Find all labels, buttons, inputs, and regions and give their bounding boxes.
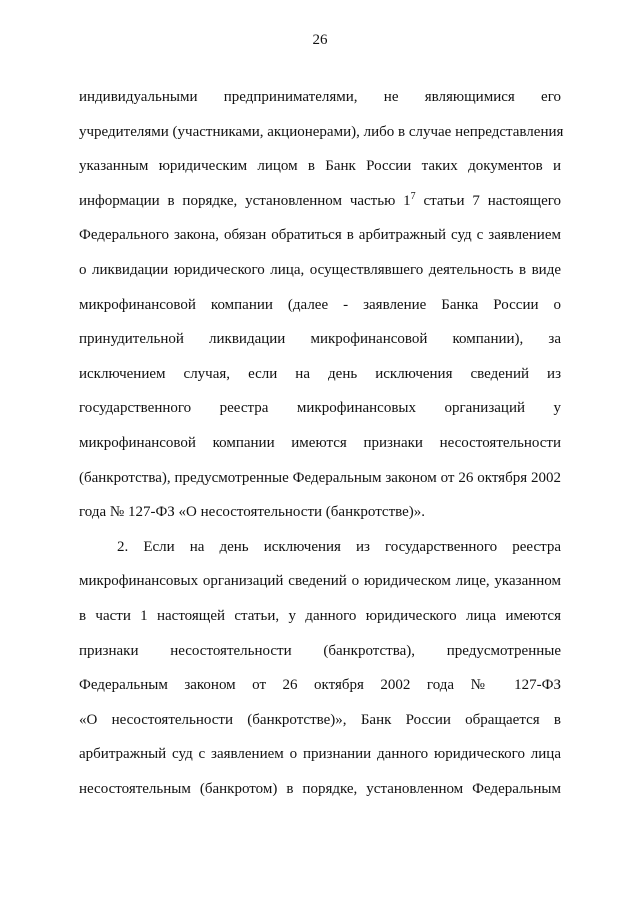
superscript: 7 [410,190,416,202]
text-line: арбитражный суд с заявлением о признании данного юридического лица [79,746,561,763]
text-line: исключением случая, если на день исключения сведений из [79,365,561,382]
text-line: о ликвидации юридического лица, осуществлявшего деятельность в виде [79,261,561,278]
text-line: Федеральным законом от 26 октября 2002 года № 127-ФЗ [79,677,561,694]
text-line: года № 127-ФЗ «О несостоятельности (банкротстве)». [79,504,426,521]
text-line: «О несостоятельности (банкротстве)», Банк России обращается в [79,711,561,728]
paragraph-1 [79,88,564,538]
text-line-with-superscript [79,192,561,227]
page-number: 26 [312,32,328,48]
text-line: государственного реестра микрофинансовых организаций у [79,400,561,417]
paragraph-2 [79,538,561,815]
text-line: индивидуальными предпринимателями, не являющимися его [79,89,561,105]
text-line: признаки несостоятельности (банкротства), предусмотренные [79,642,561,659]
text-fragment: информации в порядке, установленном частью 1 [79,192,411,209]
text-line: 2. Если на день исключения из государственного реестра [117,538,561,555]
text-line: микрофинансовой компании имеются признаки несостоятельности [79,434,561,451]
text-line: (банкротства), предусмотренные Федеральным законом от 26 октября 2002 [79,469,561,486]
text-line: учредителями (участниками, акционерами), либо в случае непредставления [79,123,564,140]
document-body [79,88,564,814]
text-line: несостоятельным (банкротом) в порядке, установленном Федеральным [79,780,561,797]
text-line: в части 1 настоящей статьи, у данного юридического лица имеются [79,607,561,624]
text-line: Федерального закона, обязан обратиться в арбитражный суд с заявлением [79,227,561,244]
text-fragment: статьи 7 настоящего [415,192,561,209]
text-line: микрофинансовой компании (далее - заявление Банка России о [79,296,561,313]
text-line: указанным юридическим лицом в Банк России таких документов и [79,158,561,175]
text-line: принудительной ликвидации микрофинансовой компании), за [79,331,561,348]
text-line: микрофинансовых организаций сведений о юридическом лице, указанном [79,573,561,590]
